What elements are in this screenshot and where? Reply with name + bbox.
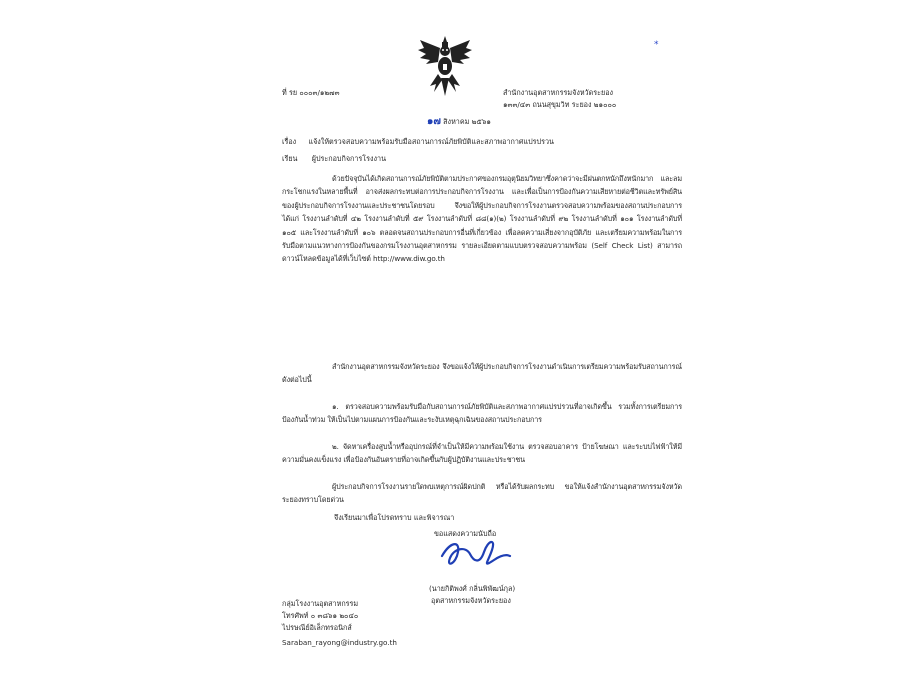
body-paragraph-1: [282, 172, 682, 350]
body-text-1: ด้วยปัจจุบันได้เกิดสถานการณ์ภัยพิบัติตามประกาศของกรมอุตุนิยมวิทยาซึ่งคาดว่าจะมีฝนตกหนักถึงหนักมาก และลมกระโชกแรงในหลายพื้นที่ อาจส่งผลกระทบต่อการประกอบกิจการโรงงาน และเพื่อเป็นการป้องกันความเสียหายต่อชีวิตและทรัพย์สินของผู้ประกอบกิจการโรงงานและประชาชนโดยรอบ จึงขอให้ผู้ประกอบกิจการโรงงานตรวจสอบความพร้อมของสถานประกอบการ ได้แก่ โรงงานลำดับที่ ๔๒ โรงงานลำดับที่ ๕๙ โรงงานลำดับที่ ๘๘(๑)(๒) โรงงานลำดับที่ ๙๒ โรงงานลำดับที่ ๑๐๑ โรงงานลำดับที่ ๑๐๕ และโรงงานลำดับที่ ๑๐๖ ตลอดจนสถานประกอบการอื่นที่เกี่ยวข้อง เพื่อลดความเสี่ยงจากอุบัติภัย และเตรียมความพร้อมในการรับมือตามแนวทางการป้องกันของกรมโรงงานอุตสาหกรรม รายละเอียดตามแบบตรวจสอบความพร้อม (Self Check List) สามารถดาวน์โหลดข้อมูลได้ที่เว็บไซต์: [282, 174, 682, 264]
date-day: ๑๗: [427, 116, 441, 127]
document-date: [427, 117, 491, 126]
garuda-emblem-icon: [416, 34, 474, 98]
salutation-line: [282, 154, 386, 163]
date-month-year: สิงหาคม ๒๕๖๑: [443, 117, 491, 126]
footer-email-label: ไปรษณีย์อิเล็กทรอนิกส์: [282, 623, 352, 632]
body-list-item-1: ๑. ตรวจสอบความพร้อมรับมือกับสถานการณ์ภัยพิบัติและสภาพอากาศแปรปรวนที่อาจเกิดขึ้น รวมทั้งการเตรียมการป้องกันน้ำท่วม ให้เป็นไปตามแผนการป้องกันและระงับเหตุฉุกเฉินของสถานประกอบการ: [282, 402, 682, 425]
salutation-text: ผู้ประกอบกิจการโรงงาน: [311, 154, 386, 163]
footer-phone: โทรศัพท์ ๐ ๓๘๖๑ ๒๐๔๐: [282, 611, 359, 620]
office-name: สำนักงานอุตสาหกรรมจังหวัดระยอง: [503, 88, 614, 97]
subject-line: [282, 137, 554, 146]
salutation-label: เรียน: [282, 154, 298, 163]
subject-label: เรื่อง: [282, 137, 297, 146]
diw-website-link[interactable]: http://www.diw.go.th: [373, 254, 445, 264]
signer-position: อุตสาหกรรมจังหวัดระยอง: [431, 596, 511, 605]
signer-name: (นายกิติพงศ์ กลิ่นพิพัฒน์กุล): [429, 584, 516, 593]
footer-department: กลุ่มโรงงานอุตสาหกรรม: [282, 599, 359, 608]
body-paragraph-2: สำนักงานอุตสาหกรรมจังหวัดระยอง จึงขอแจ้งให้ผู้ประกอบกิจการโรงงานดำเนินการเตรียมความพร้อมรับสถานการณ์ ดังต่อไปนี้: [282, 362, 682, 385]
footer-email[interactable]: Saraban_rayong@industry.go.th: [282, 638, 397, 647]
closing-regards: ขอแสดงความนับถือ: [434, 529, 497, 538]
body-list-item-2: ๒. จัดหาเครื่องสูบน้ำหรืออุปกรณ์ที่จำเป็นให้มีความพร้อมใช้งาน ตรวจสอบอาคาร ป้ายโฆษณา และระบบไฟฟ้าให้มีความมั่นคงแข็งแรง เพื่อป้องกันอันตรายที่อาจเกิดขึ้นกับผู้ปฏิบัติงานและประชาชน: [282, 442, 682, 465]
handwritten-signature-icon: [436, 534, 514, 574]
document-number: ที่ รย ๐๐๐๓/๑๒๗๓: [282, 88, 340, 97]
subject-text: แจ้งให้ตรวจสอบความพร้อมรับมือสถานการณ์ภัยพิบัติและสภาพอากาศแปรปรวน: [308, 137, 554, 146]
body-paragraph-3: ผู้ประกอบกิจการโรงงานรายใดพบเหตุการณ์ผิดปกติ หรือได้รับผลกระทบ ขอให้แจ้งสำนักงานอุตสาหกรรมจังหวัดระยองทราบโดยด่วน: [282, 482, 682, 505]
closing-request: จึงเรียนมาเพื่อโปรดทราบ และพิจารณา: [334, 513, 455, 522]
page-mark: *: [654, 40, 659, 50]
office-address: ๑๓๓/๔๓ ถนนสุขุมวิท ระยอง ๒๑๐๐๐: [503, 100, 617, 109]
